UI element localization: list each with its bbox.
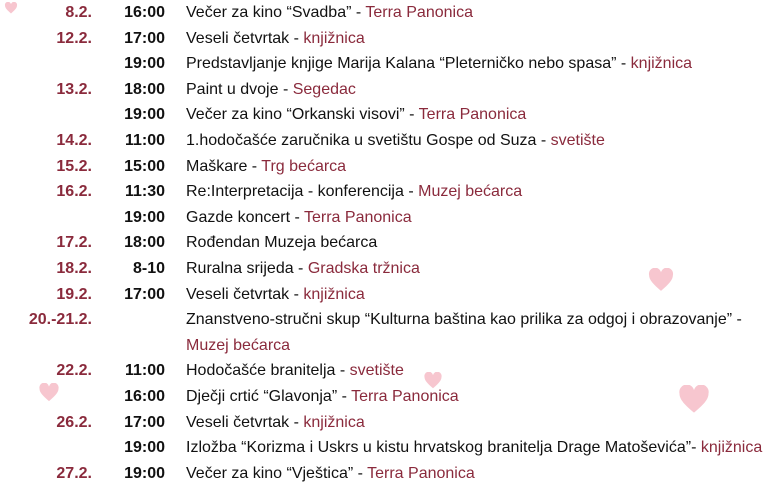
event-date: 8.2.	[65, 4, 92, 21]
event-separator: -	[337, 388, 352, 405]
event-row	[0, 3, 780, 28]
event-date: 27.2.	[56, 464, 92, 482]
event-title: Gazde koncert	[186, 208, 291, 226]
event-location: knjižnica	[630, 55, 693, 73]
event-separator: -	[278, 80, 293, 98]
heart-icon	[423, 372, 443, 389]
event-separator: -	[403, 183, 419, 201]
event-description	[186, 106, 526, 124]
heart-icon	[648, 268, 674, 292]
event-location: Segedac	[292, 80, 356, 98]
event-title: Znanstveno-stručni skup “Kulturna baština kao prilika za odgoj i obrazovanje”	[186, 311, 733, 329]
event-description	[186, 414, 365, 432]
event-separator: -	[732, 311, 742, 329]
event-date: 13.2.	[56, 80, 92, 98]
event-row	[0, 336, 780, 361]
event-time: 17:00	[124, 29, 165, 47]
event-time: 16:00	[124, 388, 165, 405]
event-location: Trg bećarca	[261, 157, 347, 175]
event-title: Izložba “Korizma i Uskrs u kistu hrvatskog branitelja Drage Matoševića”	[186, 439, 692, 457]
event-row	[0, 105, 780, 130]
event-description	[186, 362, 404, 380]
event-title: Ruralna srijeda	[186, 260, 294, 277]
event-time: 19:00	[124, 439, 165, 457]
event-location: Muzej bećarca	[186, 336, 291, 354]
event-title: Večer za kino “Vještica”	[186, 464, 354, 482]
event-date: 15.2.	[56, 157, 92, 175]
event-row	[0, 54, 780, 79]
event-title: Re:Interpretacija - konferencija	[186, 183, 404, 201]
event-time: 19:00	[124, 208, 165, 226]
event-location: Gradska tržnica	[307, 260, 420, 277]
event-description	[186, 30, 365, 48]
event-time: 19:00	[124, 106, 165, 124]
event-description	[186, 465, 475, 483]
event-title: 1.hodočašće zaručnika u svetištu Gospe od Suza	[186, 132, 537, 149]
event-description	[186, 209, 412, 227]
event-title: Dječji crtić “Glavonja”	[186, 388, 338, 405]
event-row	[0, 438, 780, 463]
event-row	[0, 310, 780, 335]
event-date: 22.2.	[56, 362, 92, 380]
event-title: Hodočašće branitelja	[186, 362, 336, 380]
event-title: Predstavljanje knjige Marija Kalana “Pleterničko nebo spasa”	[186, 55, 617, 73]
event-location: svetište	[550, 132, 605, 149]
event-row	[0, 131, 780, 156]
event-description	[186, 158, 346, 176]
event-date: 19.2.	[56, 285, 92, 303]
event-row	[0, 29, 780, 54]
event-time: 11:00	[124, 362, 165, 380]
event-description	[186, 286, 365, 304]
event-row	[0, 387, 780, 412]
event-location: Terra Panonica	[365, 4, 473, 21]
event-date: 20.-21.2.	[28, 311, 92, 329]
event-title: Veseli četvrtak	[186, 29, 290, 47]
event-description	[186, 388, 459, 406]
event-row	[0, 157, 780, 182]
event-separator: -	[353, 464, 368, 482]
event-time: 11:00	[124, 132, 165, 149]
event-separator: -	[289, 285, 304, 303]
event-description	[186, 4, 473, 22]
event-description	[186, 183, 522, 201]
event-separator: -	[691, 439, 701, 457]
event-time: 17:00	[124, 413, 165, 431]
event-time: 11:30	[124, 183, 165, 201]
event-row	[0, 464, 780, 489]
event-date: 17.2.	[56, 234, 92, 252]
event-date: 18.2.	[56, 260, 92, 277]
event-description	[186, 337, 290, 355]
event-title: Veseli četvrtak	[186, 413, 290, 431]
event-row	[0, 361, 780, 386]
event-location: Muzej bećarca	[418, 183, 523, 201]
event-row	[0, 413, 780, 438]
event-row	[0, 233, 780, 258]
event-separator: -	[289, 413, 304, 431]
event-row	[0, 182, 780, 207]
event-date: 26.2.	[56, 413, 92, 431]
event-title: Paint u dvoje	[186, 80, 279, 98]
event-separator: -	[536, 132, 551, 149]
event-description	[186, 439, 762, 457]
event-separator: -	[335, 362, 350, 380]
event-location: Terra Panonica	[418, 106, 527, 124]
event-location: knjižnica	[303, 285, 365, 303]
event-title: Veseli četvrtak	[186, 285, 290, 303]
heart-icon	[38, 383, 60, 402]
event-location: knjižnica	[303, 29, 365, 47]
event-location: svetište	[349, 362, 404, 380]
event-description	[186, 234, 377, 252]
event-title: Večer za kino “Svadba”	[186, 4, 352, 21]
event-location: knjižnica	[700, 439, 763, 457]
event-location: Terra Panonica	[351, 388, 459, 405]
event-title: Večer za kino “Orkanski visovi”	[186, 106, 405, 124]
event-time: 17:00	[124, 285, 165, 303]
event-time: 18:00	[124, 234, 165, 252]
event-date: 16.2.	[56, 183, 92, 201]
event-separator: -	[351, 4, 366, 21]
heart-icon	[4, 2, 18, 14]
event-row	[0, 80, 780, 105]
event-time: 18:00	[124, 80, 165, 98]
heart-icon	[678, 385, 710, 414]
event-separator: -	[616, 55, 631, 73]
event-time: 19:00	[124, 464, 165, 482]
event-title: Rođendan Muzeja bećarca	[186, 234, 378, 252]
event-separator: -	[404, 106, 419, 124]
event-location: knjižnica	[303, 413, 365, 431]
event-time: 16:00	[124, 4, 165, 21]
event-title: Maškare	[186, 157, 248, 175]
event-description	[186, 81, 356, 99]
event-date: 12.2.	[56, 29, 92, 47]
event-separator: -	[289, 29, 304, 47]
event-description	[186, 132, 605, 150]
event-description	[186, 311, 742, 329]
event-location: Terra Panonica	[367, 464, 475, 482]
event-description	[186, 55, 692, 73]
event-time: 15:00	[124, 157, 165, 175]
event-time: 8-10	[132, 260, 165, 277]
event-description	[186, 260, 420, 278]
event-date: 14.2.	[56, 132, 92, 149]
event-time: 19:00	[124, 55, 165, 73]
event-row	[0, 208, 780, 233]
event-location: Terra Panonica	[304, 208, 412, 226]
event-separator: -	[290, 208, 304, 226]
event-separator: -	[247, 157, 262, 175]
event-separator: -	[293, 260, 308, 277]
